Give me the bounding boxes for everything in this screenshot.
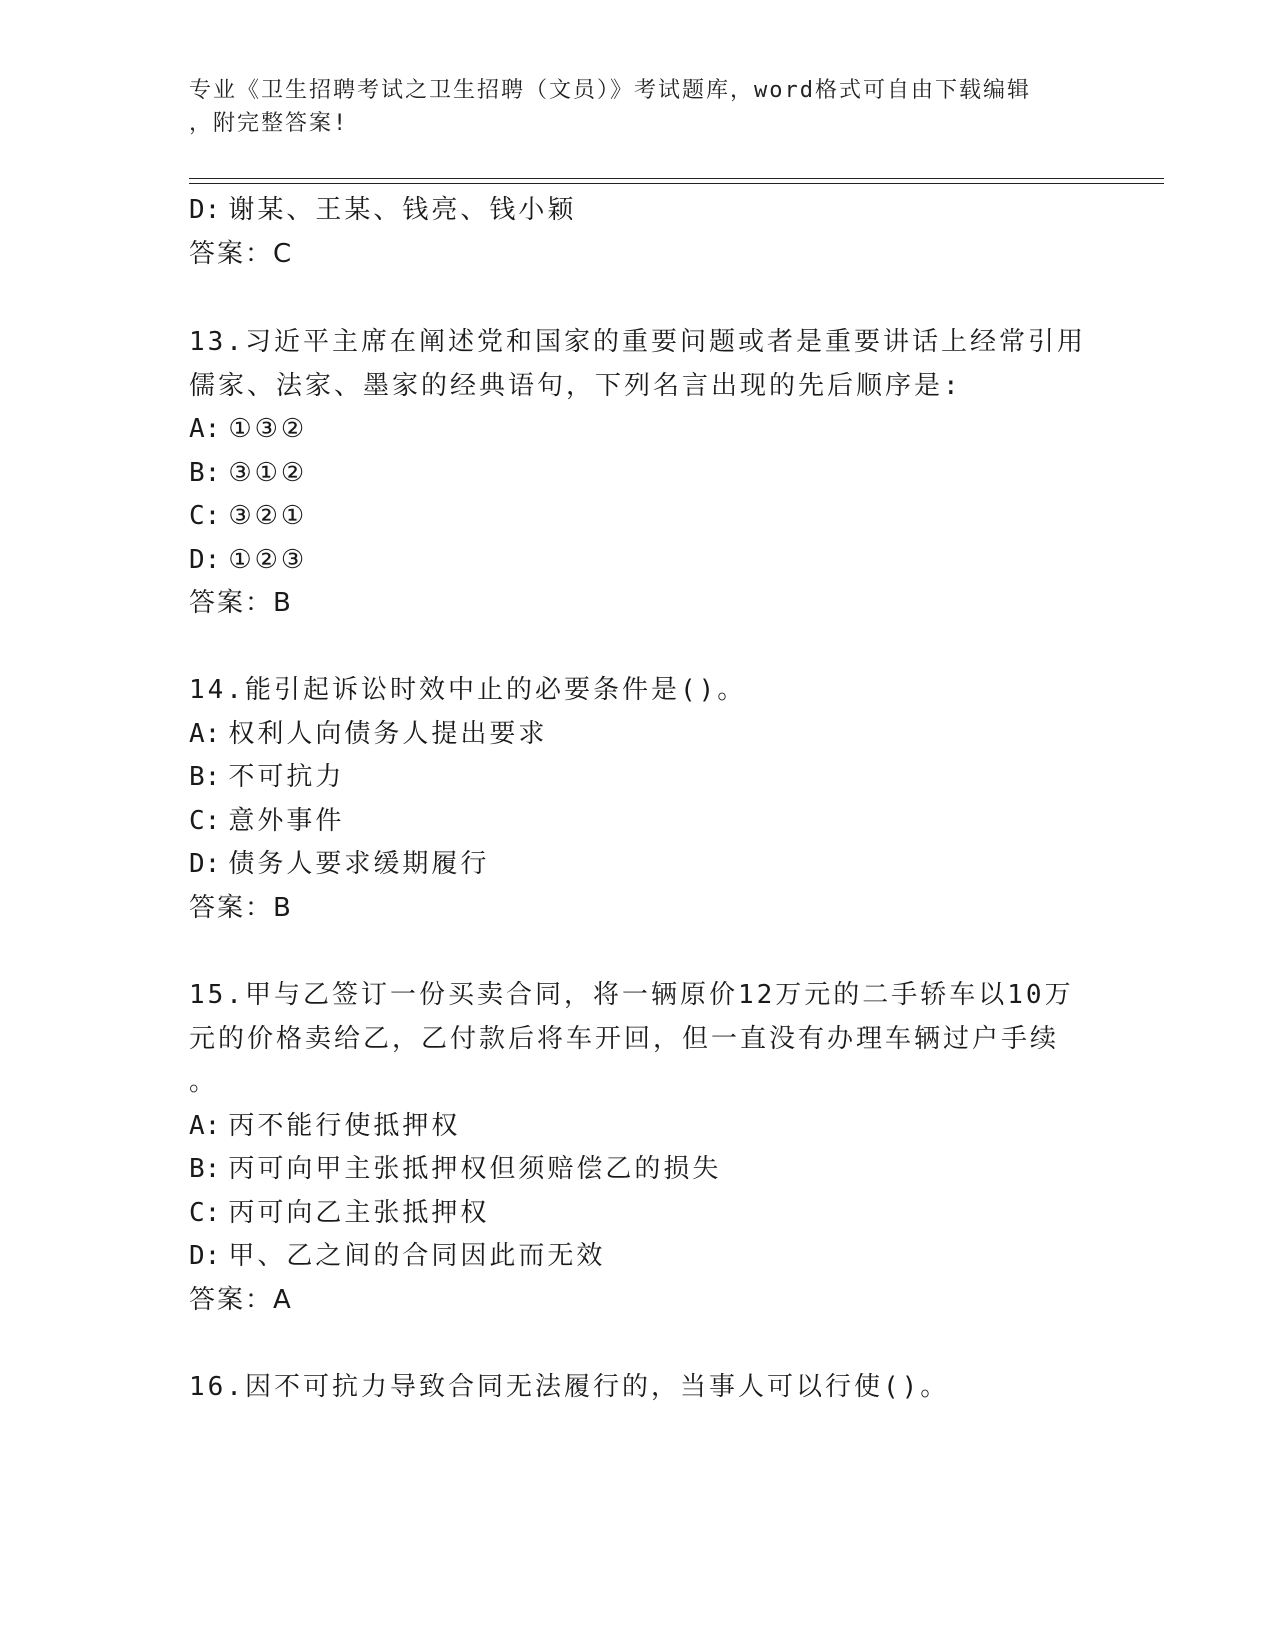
q15-answer: 答案：A [189, 1285, 293, 1315]
option-text: 丙不能行使抵押权 [228, 1111, 461, 1141]
q14-option-d [189, 847, 489, 881]
q15-stem-line-3: 。 [189, 1067, 219, 1097]
option-label: C: [189, 501, 221, 531]
q15-stem-line-2: 元的价格卖给乙，乙付款后将车开回，但一直没有办理车辆过户手续 [189, 1024, 1060, 1054]
option-label: D: [189, 1241, 221, 1271]
option-text: ①②③ [228, 545, 308, 575]
option-text: 不可抗力 [228, 762, 345, 792]
q14-answer: 答案：B [189, 893, 293, 923]
q14-option-b [189, 760, 344, 794]
q15-option-d [189, 1239, 605, 1273]
q13-stem-line-2: 儒家、法家、墨家的经典语句，下列名言出现的先后顺序是: [189, 371, 962, 401]
q14-option-c [189, 804, 344, 838]
header-divider-top [189, 178, 1164, 179]
q13-option-a [189, 412, 307, 446]
option-text: 甲、乙之间的合同因此而无效 [228, 1241, 606, 1271]
header-divider-bottom [189, 183, 1164, 184]
option-label: D: [189, 849, 221, 879]
q13-option-c [189, 499, 307, 533]
option-label: A: [189, 414, 221, 444]
option-label: D: [189, 195, 221, 225]
q13-option-d [189, 543, 307, 577]
header-line-2: ，附完整答案! [189, 111, 349, 136]
option-label: D: [189, 545, 221, 575]
option-text: 意外事件 [228, 806, 345, 836]
option-text: ③①② [228, 458, 308, 488]
q15-option-a [189, 1109, 460, 1143]
q15-stem-line-1: 15.甲与乙签订一份买卖合同，将一辆原价12万元的二手轿车以10万 [189, 980, 1074, 1010]
q12-answer: 答案：C [189, 239, 294, 269]
option-label: B: [189, 458, 221, 488]
option-text: 丙可向甲主张抵押权但须赔偿乙的损失 [228, 1154, 722, 1184]
q14-stem-line-1: 14.能引起诉讼时效中止的必要条件是()。 [189, 675, 747, 705]
option-label: C: [189, 1198, 221, 1228]
q13-stem-line-1: 13.习近平主席在阐述党和国家的重要问题或者是重要讲话上经常引用 [189, 327, 1086, 357]
document-header [189, 74, 1089, 140]
q15-option-c [189, 1196, 489, 1230]
header-line-1: 专业《卫生招聘考试之卫生招聘（文员）》考试题库，word格式可自由下载编辑 [189, 78, 1031, 103]
option-text: 谢某、王某、钱亮、钱小颖 [228, 195, 577, 225]
q13-option-b [189, 456, 307, 490]
option-label: B: [189, 1154, 221, 1184]
q13-answer: 答案：B [189, 588, 293, 618]
option-text: 债务人要求缓期履行 [228, 849, 490, 879]
option-label: A: [189, 719, 221, 749]
q15-option-b [189, 1152, 721, 1186]
q12-option-d [189, 193, 576, 227]
option-label: A: [189, 1111, 221, 1141]
option-text: 权利人向债务人提出要求 [228, 719, 548, 749]
q14-option-a [189, 717, 547, 751]
option-label: B: [189, 762, 221, 792]
option-text: 丙可向乙主张抵押权 [228, 1198, 490, 1228]
option-text: ③②① [228, 501, 308, 531]
q16-stem-line-1: 16.因不可抗力导致合同无法履行的，当事人可以行使()。 [189, 1372, 950, 1402]
option-label: C: [189, 806, 221, 836]
option-text: ①③② [228, 414, 308, 444]
